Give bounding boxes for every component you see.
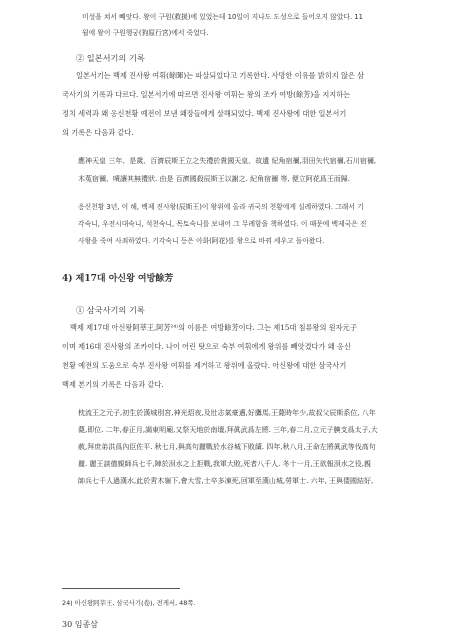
translation-line: 각숙니, 우전시대숙니, 석천숙니, 목토숙니를 보내어 그 무례함을 책하였다. 이 때문에 백제국은 진 (78, 220, 367, 228)
quote-line: 麗. 麗王談德親師兵七千,陣於浿水之上拒戰,我軍大敗,死者八千人. 冬十一月,王欲報浿水之役,親 (78, 460, 372, 468)
quote-line: 薨,即位. 二年,春正月,謁東明廟,又祭天地於南壇,拜眞武爲左將. 三年,春二月,立元子腆支爲太子,大 (78, 426, 378, 434)
quote-line: 枕流王之元子,初生於漢城別宮,神光炤夜,及壯志氣豪邁,好鷹馬,王薨時年少,故叔父辰斯系位, 八年 (78, 409, 376, 417)
footnote-divider (62, 588, 180, 589)
quote-line: 赦,拜庶弟洪爲內臣佐平. 秋七月,與高句麗戰於水谷城下敗績. 四年,秋八月,王命左將眞武等伐高句 (78, 443, 376, 451)
quote-line: 木菟宿禰、嘖讓其無禮狀. 由是 百濟國殺辰斯王以謝之. 紀角宿禰 等, 便立阿花爲王而歸. (78, 175, 351, 183)
translation-line: 응신천황 3년, 이 해, 백제 진사왕(辰斯王)이 왕위에 올라 귀국의 천황에게 실례하였다. 그래서 기 (78, 203, 364, 211)
page-number: 30 (62, 620, 73, 629)
footnote: 24) 아신왕阿莘王, 삼국사기(卷), 전게서, 48쪽. (62, 599, 196, 607)
body-line: 의 기록은 다음과 같다. (62, 128, 134, 137)
body-line: 일본서기는 백제 진사왕 여휘(餘暉)는 파살되었다고 기록한다. 사망한 이유를 밝히지 않은 삼 (76, 71, 365, 80)
quote-line: 帥兵七千人過漢水,此於靑木嶺下,會大雪,士卒多凍死,回軍至漢山城,勞軍士. 六年, 王與倭國結好, (78, 477, 374, 485)
author-name: 임종삼 (74, 620, 98, 629)
body-line: 이며 제16대 진사왕의 조카이다. 나이 어린 탓으로 숙부 여휘에게 왕위를 빼앗겼다가 왜 응신 (62, 342, 351, 351)
body-line: 국사기의 기록과 다르다. 일본서기에 따르면 진사왕 여휘는 왕의 조카 여방(餘芳)을 지지하는 (62, 90, 351, 99)
body-line: 정치 세력과 왜 응신천황 예전이 보낸 왜장들에게 살해되었다. 백제 진사왕에 대한 일본서기 (62, 109, 347, 118)
top-note-line-2: 월에 왕이 구원행궁(狗原行宮)에서 죽었다. (82, 29, 209, 37)
body-line: 백제 제17대 아신왕阿莘王,阿芳²⁴⁾의 이름은 여방餘芳이다. 그는 제15대 침류왕의 원자元子 (70, 323, 357, 332)
body-line: 백제 본기의 기록은 다음과 같다. (62, 380, 164, 389)
subsection-heading-samguk-sagi: ① 삼국사기의 기록 (76, 305, 145, 315)
section-heading-nihon-shoki: ② 일본서기의 기록 (76, 53, 145, 63)
top-note-line-1: 미성을 쳐서 빼앗다. 왕이 구원(救援)에 있었는데 10일이 지나도 도성으로 들어오지 않았다. 11 (82, 13, 363, 21)
section-heading-asin-wang: 4) 제17대 아신왕 여방餘芳 (62, 274, 174, 284)
page-folio (62, 619, 98, 630)
quote-line: 應神天皇 三年、是歲、百濟辰斯王立之失禮於貴國天皇、故遺 紀角宿禰,羽田矢代宿禰,石川宿禰, (78, 157, 377, 165)
translation-line: 사왕을 죽여 사죄하였다. 기각숙니 등은 아화(阿花)를 왕으로 바꿔 세우고 돌아왔다. (78, 237, 325, 245)
body-line: 천황 예전의 도움으로 숙부 진사왕 여휘를 제거하고 왕위에 올랐다. 아신왕에 대한 삼국사기 (62, 361, 347, 370)
